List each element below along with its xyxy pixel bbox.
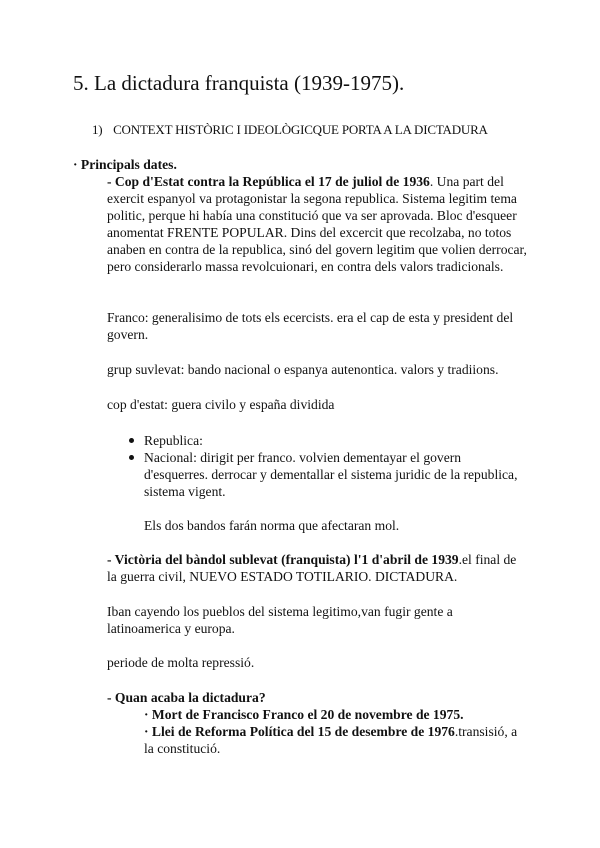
- paragraph-victoria: [107, 551, 527, 585]
- document-title: 5. La dictadura franquista (1939-1975).: [73, 71, 405, 95]
- section-heading-text: CONTEXT HISTÒRIC I IDEOLÒGICQUE PORTA A LA DICTADURA: [113, 122, 488, 137]
- bullet-dot-icon: [129, 438, 134, 443]
- paragraph-franco: Franco: generalisimo de tots els ecercists. era el cap de esta y president del govern.: [107, 310, 514, 342]
- llei-bold: · Llei de Reforma Política del 15 de desembre de 1976: [144, 724, 455, 739]
- bullet-text: Nacional: dirigit per franco. volvien dementayar el govern d'esquerres. derrocar y dementallar el sistema juridic de la republica, sistema vigent.: [144, 450, 518, 499]
- quan-acaba-heading: - Quan acaba la dictadura?: [107, 690, 266, 705]
- bullet-item: [107, 432, 527, 449]
- bullet-text: Republica:: [144, 433, 203, 448]
- llei-text: .transisió, a la constitució.: [144, 724, 518, 756]
- llei-reforma: [144, 723, 524, 757]
- paragraph-bandos: Els dos bandos farán norma que afectaran mol.: [144, 518, 400, 533]
- cop-bold: - Cop d'Estat contra la República el 17 de juliol de 1936: [107, 174, 430, 189]
- victoria-bold: - Victòria del bàndol sublevat (franquista) l'1 d'abril de 1939: [107, 552, 459, 567]
- principals-label: · Principals dates.: [73, 157, 177, 172]
- paragraph-cop: [107, 173, 527, 275]
- paragraph-periode: periode de molta repressió.: [107, 655, 255, 670]
- paragraph-iban: Iban cayendo los pueblos del sistema legitimo,van fugir gente a latinoamerica y europa.: [107, 604, 453, 636]
- paragraph-copestat: cop d'estat: guera civilo y españa dividida: [107, 397, 335, 412]
- bullet-list: [107, 432, 527, 500]
- section-heading: [92, 122, 488, 138]
- bullet-item: [107, 449, 527, 500]
- cop-text: . Una part del exercit espanyol va protagonistar la segona republica. Sistema legitim tema politic, perque hi había una constitució que va ser aprovada. Bloc d'esqueer anomentat FRENTE POPULAR. Dins del excercit que recolzaba, no totos anaben en contra de la republica, sinó del govern legitim que volien derrocar, pero considerarlo massa revolcuionari, en contra dels valors tradicionals.: [107, 174, 527, 274]
- section-number: 1): [92, 122, 103, 137]
- bullet-dot-icon: [129, 455, 134, 460]
- victoria-text: .el final de la guerra civil, NUEVO ESTADO TOTILARIO. DICTADURA.: [107, 552, 517, 584]
- paragraph-grup: grup suvlevat: bando nacional o espanya autenontica. valors y tradiions.: [107, 362, 499, 377]
- mort-franco: · Mort de Francisco Franco el 20 de novembre de 1975.: [144, 707, 464, 722]
